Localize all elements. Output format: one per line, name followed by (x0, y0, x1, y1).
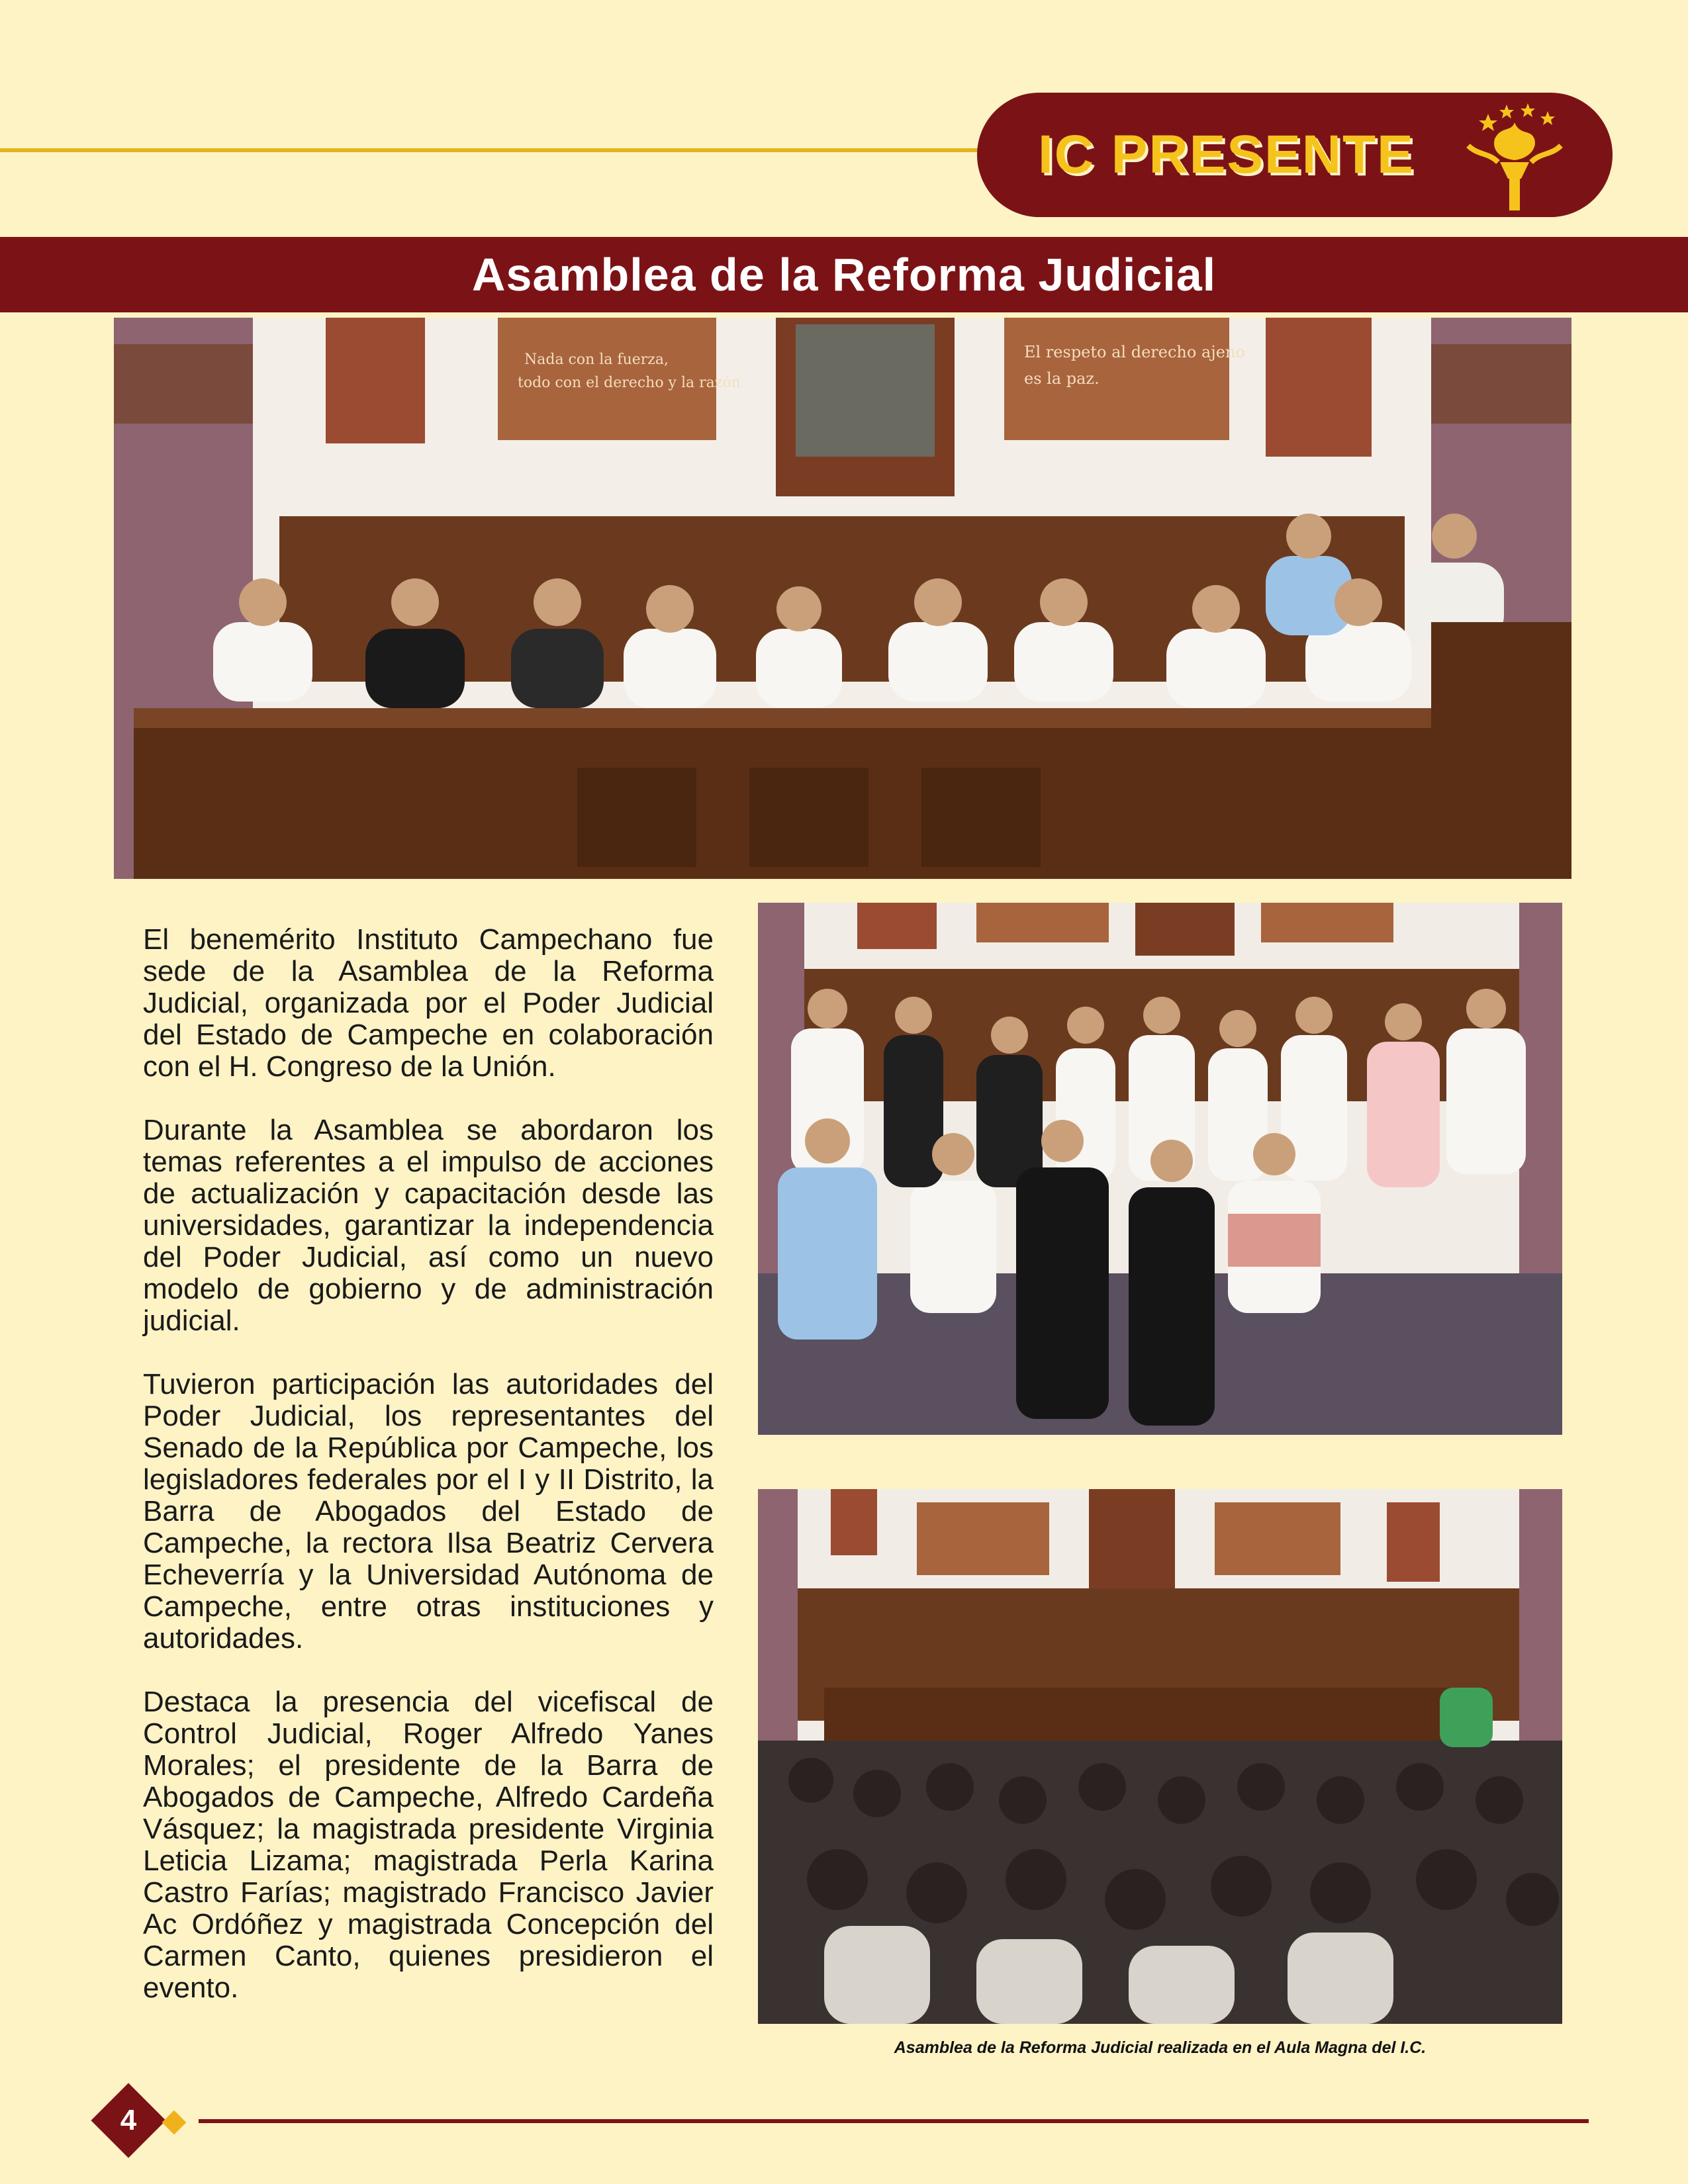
torch-with-stars-icon (1448, 99, 1581, 212)
group-photo (758, 903, 1562, 1435)
header-rule (0, 148, 993, 152)
paragraph-1: El benemérito Instituto Campechano fue sede de la Asamblea de la Reforma Judicial, organizada por el Poder Judicial del Estado de Campeche en colaboración con el H. Congreso de la Unión. (143, 923, 714, 1083)
paragraph-2: Durante la Asamblea se abordaron los temas referentes a el impulso de acciones de actualización y capacitación desde las universidades, garantizar la independencia del Poder Judicial, así como un nuevo modelo de gobierno y de administración judicial. (143, 1114, 714, 1337)
footer-rule (199, 2119, 1589, 2123)
paragraph-3: Tuvieron participación las autoridades del Poder Judicial, los representantes del Senado de la República por Campeche, los legisladores federales por el I y II Distrito, la Barra de Abogados del Estado de Campeche, la rectora Ilsa Beatriz Cervera Echeverría y la Universidad Autónoma de Campeche, entre otras instituciones y autoridades. (143, 1368, 714, 1655)
footer-accent-diamond (162, 2111, 187, 2135)
article-body (143, 924, 714, 2036)
svg-text:es la paz.: es la paz. (1024, 369, 1100, 388)
section-header-pill (977, 93, 1613, 217)
svg-text:Nada con la fuerza,: Nada con la fuerza, (524, 351, 669, 368)
title-band (0, 237, 1688, 312)
panel-photo (114, 318, 1571, 879)
audience-photo (758, 1489, 1562, 2024)
svg-text:todo con el derecho y la razón: todo con el derecho y la razón (518, 375, 741, 391)
page-number: 4 (120, 2104, 137, 2136)
section-label: IC PRESENTE (1038, 124, 1415, 185)
paragraph-4: Destaca la presencia del vicefiscal de Control Judicial, Roger Alfredo Yanes Morales; el presidente de la Barra de Abogados de Campeche, Alfredo Cardeña Vásquez; la magistrada presidente Virginia Leticia Lizama; magistrada Perla Karina Castro Farías; magistrado Francisco Javier Ac Ordóñez y magistrada Concepción del Carmen Canto, quienes presidieron el evento. (143, 1686, 714, 2004)
article-title: Asamblea de la Reforma Judicial (471, 249, 1217, 300)
photo-caption: Asamblea de la Reforma Judicial realizada en el Aula Magna del I.C. (894, 2038, 1427, 2057)
svg-text:El respeto al derecho ajeno: El respeto al derecho ajeno (1024, 343, 1245, 361)
